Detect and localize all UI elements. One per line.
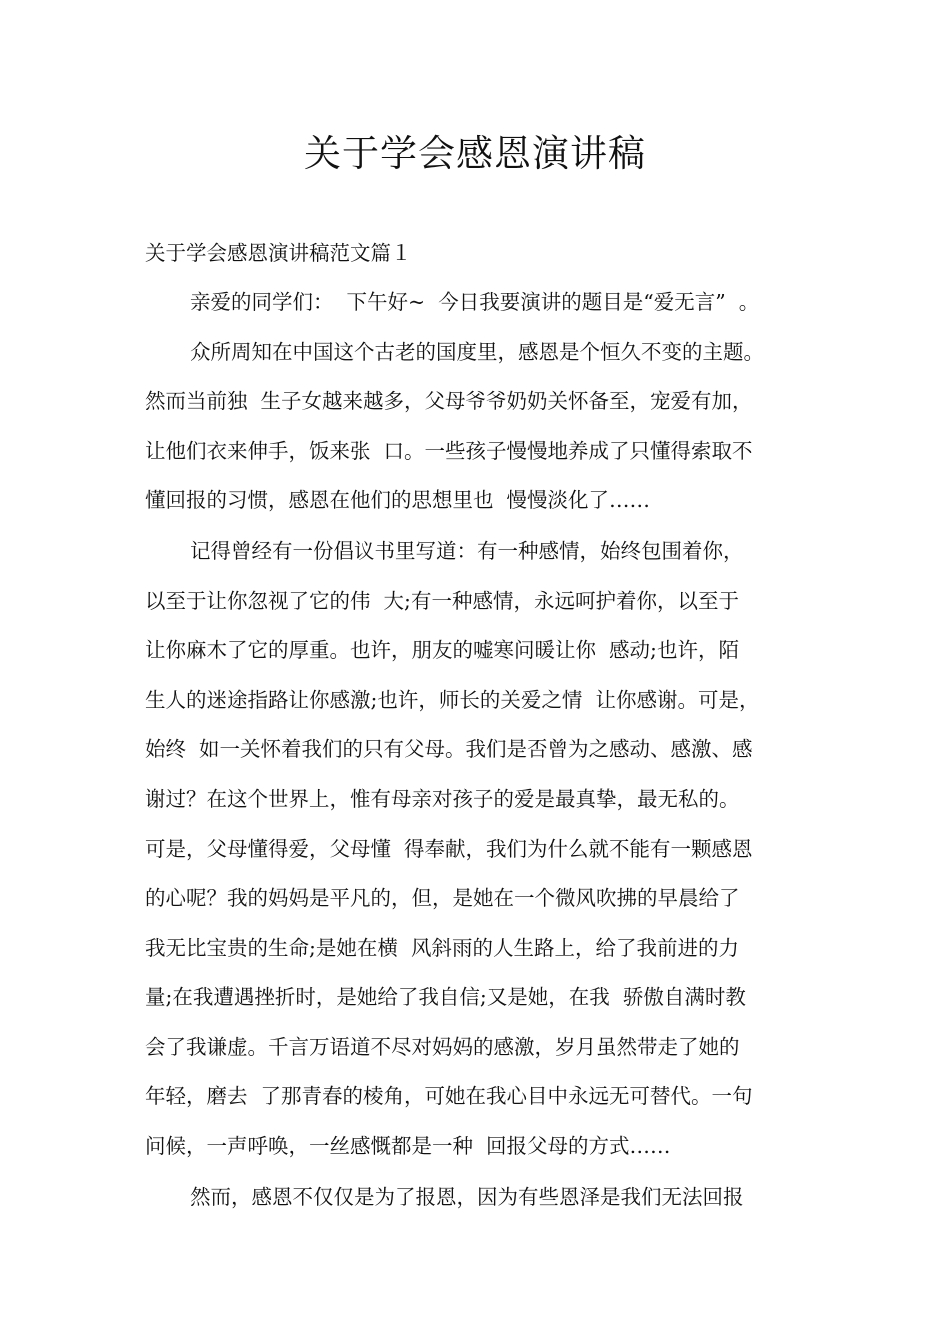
paragraph-line: 可是，父母懂得爱，父母懂 得奉献，我们为什么就不能有一颗感恩: [145, 837, 753, 861]
document-title: 关于学会感恩演讲稿: [304, 132, 646, 175]
paragraph-line: 年轻，磨去 了那青春的棱角，可她在我心目中永远无可替代。一句: [145, 1084, 753, 1108]
paragraph-line: 始终 如一关怀着我们的只有父母。我们是否曾为之感动、感激、感: [145, 737, 753, 761]
paragraph-line: 生人的迷途指路让你感激;也许，师长的关爱之情 让你感谢。可是，: [145, 688, 760, 712]
paragraph-line: 然而，感恩不仅仅是为了报恩，因为有些恩泽是我们无法回报: [190, 1185, 744, 1209]
paragraph-line: 量;在我遭遇挫折时，是她给了我自信;又是她，在我 骄傲自满时教: [145, 985, 746, 1009]
section-heading: 关于学会感恩演讲稿范文篇１: [145, 241, 412, 265]
paragraph-line: 记得曾经有一份倡议书里写道：有一种感情，始终包围着你，: [190, 539, 744, 563]
paragraph-line: 以至于让你忽视了它的伟 大;有一种感情，永远呵护着你，以至于: [145, 589, 739, 613]
paragraph-line: 亲爱的同学们： 下午好~ 今日我要演讲的题目是“爱无言” 。: [190, 290, 760, 314]
paragraph-line: 谢过？在这个世界上，惟有母亲对孩子的爱是最真挚，最无私的。: [145, 787, 740, 811]
paragraph-line: 让他们衣来伸手，饭来张 口。一些孩子慢慢地养成了只懂得索取不: [145, 439, 753, 463]
paragraph-line: 让你麻木了它的厚重。也许，朋友的嘘寒问暖让你 感动;也许，陌: [145, 638, 739, 662]
paragraph-line: 懂回报的习惯，感恩在他们的思想里也 慢慢淡化了……: [145, 488, 651, 512]
paragraph-line: 会了我谦虚。千言万语道不尽对妈妈的感激，岁月虽然带走了她的: [145, 1035, 740, 1059]
paragraph-line: 的心呢？我的妈妈是平凡的，但，是她在一个微风吹拂的早晨给了: [145, 886, 740, 910]
paragraph-line: 问候，一声呼唤，一丝感慨都是一种 回报父母的方式……: [145, 1134, 671, 1158]
paragraph-line: 然而当前独 生子女越来越多，父母爷爷奶奶关怀备至，宠爱有加，: [145, 389, 753, 413]
paragraph-line: 我无比宝贵的生命;是她在横 风斜雨的人生路上，给了我前进的力: [145, 936, 739, 960]
paragraph-line: 众所周知在中国这个古老的国度里，感恩是个恒久不变的主题。: [190, 340, 764, 364]
